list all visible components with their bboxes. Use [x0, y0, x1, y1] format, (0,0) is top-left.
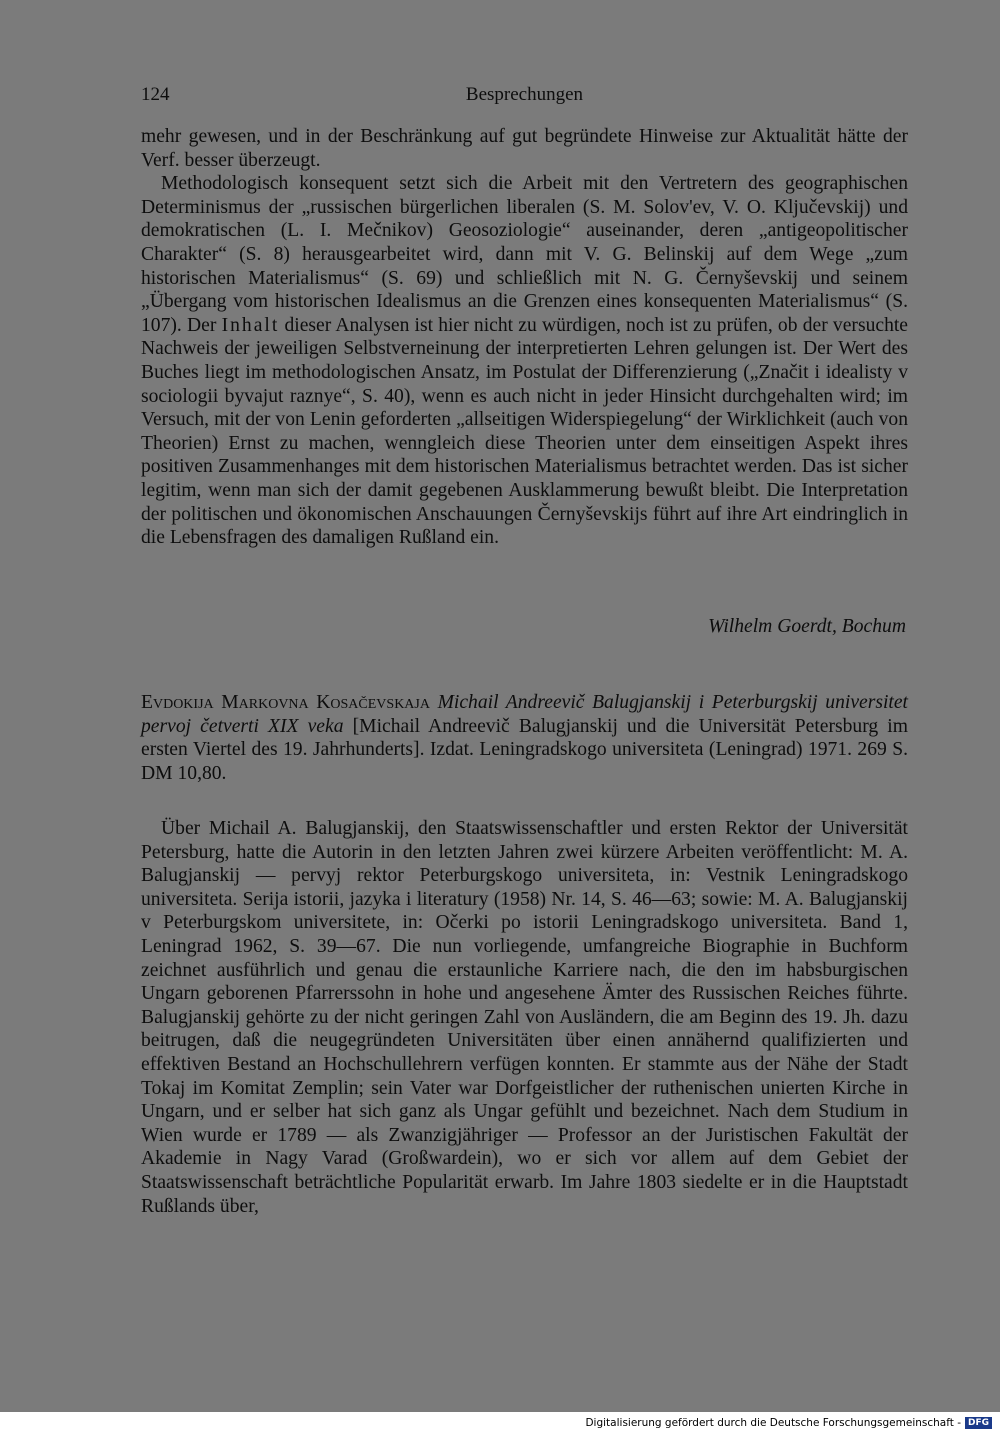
paragraph: mehr gewesen, und in der Beschränkung auf gut begründete Hinweise zur Aktualität hätte der Verf. besser überzeugt. — [141, 126, 908, 171]
reviewer-signature: Wilhelm Goerdt, Bochum — [708, 616, 906, 637]
text-run: Methodologisch konsequent setzt sich die Arbeit mit den Vertretern des geographischen Determinismus der „russischen bürgerlichen liberalen (S. M. Solov'ev, V. O. Ključevskij) und demokratischen (L. I. Mečnikov) Geosoziologie“ auseinander, deren „antigeopolitischer Charakter“ (S. 8) herausgearbeitet wird, dann mit V. G. Belinskij auf dem Wege „zum historischen Materialismus“ (S. 69) und schließlich mit N. G. Černyševskij und seinem „Übergang vom historischen Idealismus an die Grenzen eines konsequenten Materialismus“ (S. 107). Der — [141, 173, 908, 336]
paragraph — [141, 172, 908, 550]
citation-paragraph — [141, 691, 908, 785]
book-citation — [141, 691, 908, 785]
review-2-text — [141, 817, 908, 1218]
book-details: [Michail Andreevič Balugjanskij und die Universität Petersburg im ersten Viertel des 19. Jahrhunderts]. Izdat. Leningradskogo universiteta (Leningrad) 1971. 269 S. DM 10,80. — [141, 715, 908, 784]
page-header — [141, 84, 908, 110]
page-number: 124 — [141, 84, 170, 105]
paragraph: Über Michail A. Balugjanskij, den Staatswissenschaftler und ersten Rektor der Universität Petersburg, hatte die Autorin in den letzten Jahren zwei kürzere Arbeiten veröffentlicht: M. A. Balugjanskij — pervyj rektor Peterburgskogo universiteta, in: Vestnik Leningradskogo universiteta. Serija istorii, jazyka i literatury (1958) Nr. 14, S. 46—63; sowie: M. A. Balugjanskij v Peterburgskom universitete, in: Očerki po istorii Leningradskogo universiteta. Band 1, Leningrad 1962, S. 39—67. Die nun vorliegende, umfangreiche Biographie in Buchform zeichnet ausführlich und genau die erstaunliche Karriere nach, die den im habsburgischen Ungarn geborenen Pfarrerssohn in hohe und angesehene Ämter des Russischen Reiches führte. Balugjanskij gehörte zu der nicht geringen Zahl von Ausländern, die am Beginn des 19. Jh. dazu beitrugen, daß die neugegründeten Universitäten über einen annähernd qualifizierten und effektiven Bestand an Hochschullehrern verfügen konnten. Er stammte aus der Nähe der Stadt Tokaj im Komitat Zemplin; sein Vater war Dorfgeistlicher der ruthenischen unierten Kirche in Ungarn, und er selber hat sich ganz als Ungar gefühlt und bezeichnet. Nach dem Studium in Wien wurde er 1789 — als Zwanzigjähriger — Professor an der Juristischen Fakultät der Akademie in Nagy Varad (Großwardein), wo er sich vor allem auf dem Gebiet der Staatswissenschaft beträchtliche Popularität erwarb. Im Jahre 1803 siedelte er in die Hauptstadt Rußlands über, — [141, 818, 908, 1217]
text-run: dieser Analysen ist hier nicht zu würdigen, noch ist zu prüfen, ob der versuchte Nachweis der jeweiligen Selbstverneinung der interpretierten Lehren gelungen ist. Der Wert des Buches liegt im methodologischen Ansatz, im Postulat der Differenzierung („Značit i idealisty v sociologii byvajut raznye“, S. 40), wenn es auch nicht in jeder Hinsicht durchgehalten wird; im Versuch, mit der von Lenin geforderten „allseitigen Widerspiegelung“ der Wirklichkeit (auch von Theorien) Ernst zu machen, wenngleich diese Theorien unter dem einseitigen Aspekt ihres positiven Zusammenhanges mit dem historischen Materialismus betrachtet werden. Das ist sicher legitim, wenn man sich der damit gegebenen Ausklammerung bewußt bleibt. Die Interpretation der politischen und ökonomischen Anschauungen Černyševskijs führt auf ihre Art eindringlich in die Lebensfragen des damaligen Rußland ein. — [141, 314, 909, 549]
emphasized-word: Inhalt — [221, 314, 280, 336]
book-author: Evdokija Markovna Kosačevskaja — [141, 692, 430, 713]
digitization-footer — [585, 1417, 992, 1429]
review-1-text — [141, 125, 908, 550]
book-title: Michail Andreevič Balugjanskij i Peterburgskij universitet pervoj četverti XIX veka — [141, 692, 909, 737]
running-title: Besprechungen — [465, 84, 584, 105]
dfg-logo: DFG — [965, 1417, 992, 1429]
footer-text: Digitalisierung gefördert durch die Deutsche Forschungsgemeinschaft - — [585, 1417, 961, 1429]
